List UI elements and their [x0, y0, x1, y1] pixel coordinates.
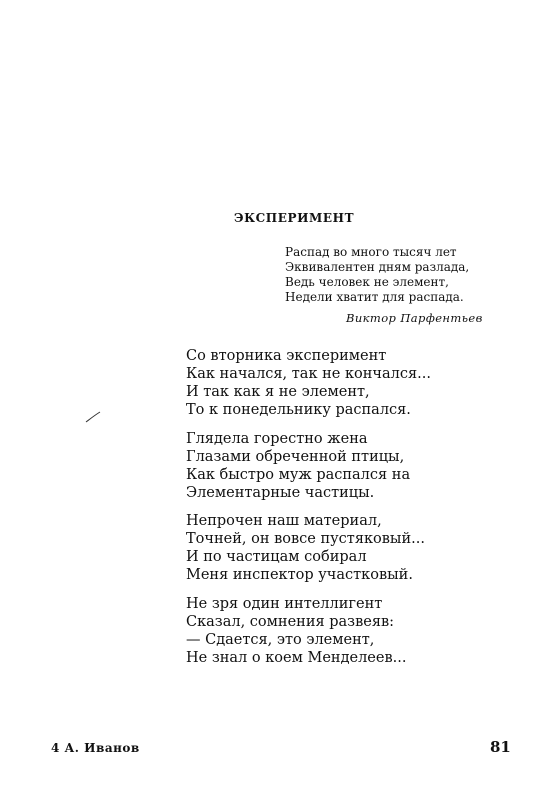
- stanza-1: [186, 347, 431, 419]
- verse-line: И по частицам собирал: [186, 549, 367, 565]
- epigraph-line: Ведь человек не элемент,: [285, 275, 449, 289]
- verse-line: Не знал о коем Менделеев...: [186, 650, 407, 666]
- epigraph-line: Эквивалентен дням разлада,: [285, 260, 470, 274]
- page-number: 81: [490, 738, 511, 756]
- verse-line: И так как я не элемент,: [186, 384, 370, 400]
- stanza-3: [186, 512, 425, 584]
- stanza-4: [186, 595, 406, 667]
- pen-mark-icon: [85, 410, 101, 424]
- verse-line: Как быстро муж распался на: [186, 467, 411, 483]
- verse-line: Точней, он вовсе пустяковый...: [186, 531, 425, 547]
- verse-line: Как начался, так не кончался...: [186, 366, 431, 382]
- footer-signature: 4 А. Иванов: [51, 741, 140, 755]
- verse-line: Сказал, сомнения развеяв:: [186, 614, 395, 630]
- verse-line: Элементарные частицы.: [186, 485, 375, 501]
- epigraph-line: Недели хватит для распада.: [285, 290, 464, 304]
- verse-line: Со вторника эксперимент: [186, 348, 387, 364]
- verse-line: Глазами обреченной птицы,: [186, 449, 405, 465]
- verse-line: Не зря один интеллигент: [186, 596, 383, 612]
- epigraph-author: Виктор Парфентьев: [346, 311, 483, 325]
- verse-line: Меня инспектор участковый.: [186, 567, 413, 583]
- poem-title: ЭКСПЕРИМЕНТ: [234, 211, 355, 225]
- verse-line: — Сдается, это элемент,: [186, 632, 375, 648]
- verse-line: Глядела горестно жена: [186, 431, 368, 447]
- epigraph: [285, 245, 469, 305]
- stanza-2: [186, 430, 410, 502]
- verse-line: Непрочен наш материал,: [186, 513, 382, 529]
- verse-line: То к понедельнику распался.: [186, 402, 411, 418]
- epigraph-line: Распад во много тысяч лет: [285, 245, 457, 259]
